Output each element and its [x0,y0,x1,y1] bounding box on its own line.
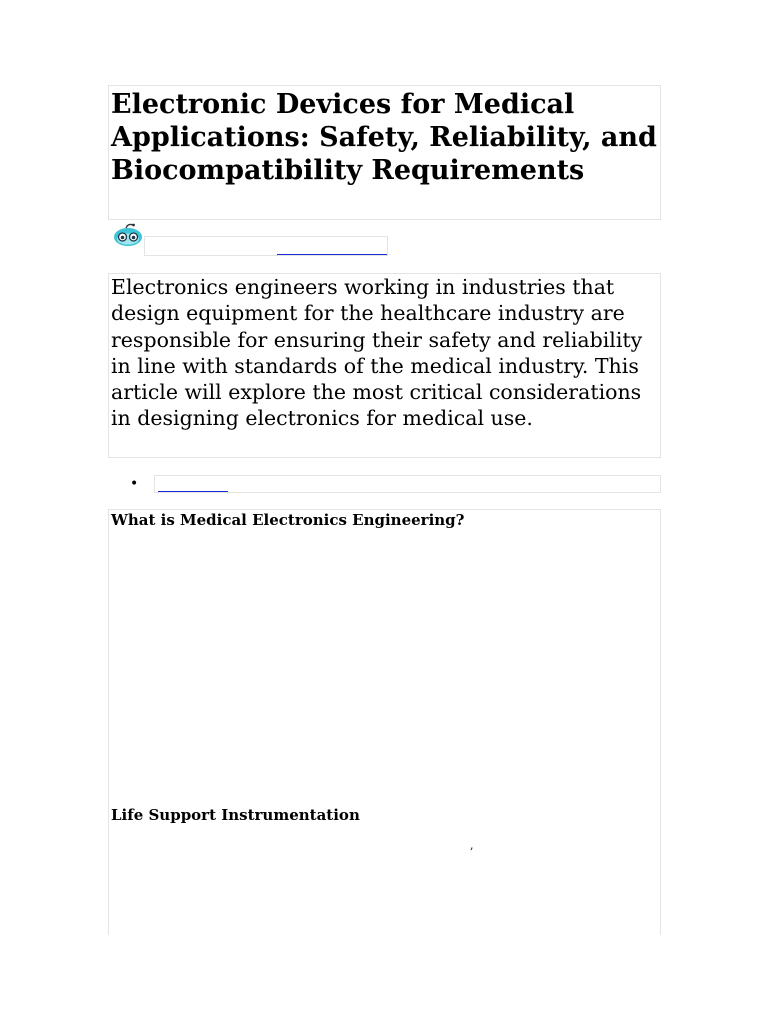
article-title: Electronic Devices for Medical Applications: Safety, Reliability, and Biocompatibility Requirements [111,89,657,186]
summary-block [108,273,661,458]
toc-bullet: • [130,476,139,492]
author-link[interactable] [277,241,387,255]
author-info [144,236,388,256]
article-body [108,509,661,949]
table-of-contents [154,475,661,493]
section-heading: What is Medical Electronics Engineering? [111,511,465,529]
page-bottom-margin [0,935,768,1024]
stray-mark: , [470,839,474,852]
section-heading: Life Support Instrumentation [111,806,360,824]
article-summary: Electronics engineers working in industries that design equipment for the healthcare industry are responsible for ensuring their safety and reliability in line with standards of the medical industry. This article will explore the most critical considerations in designing electronics for medical use. [111,275,643,431]
robot-face-icon [112,222,144,248]
toc-link[interactable] [158,476,228,492]
title-block [108,85,661,220]
author-row [112,222,402,258]
